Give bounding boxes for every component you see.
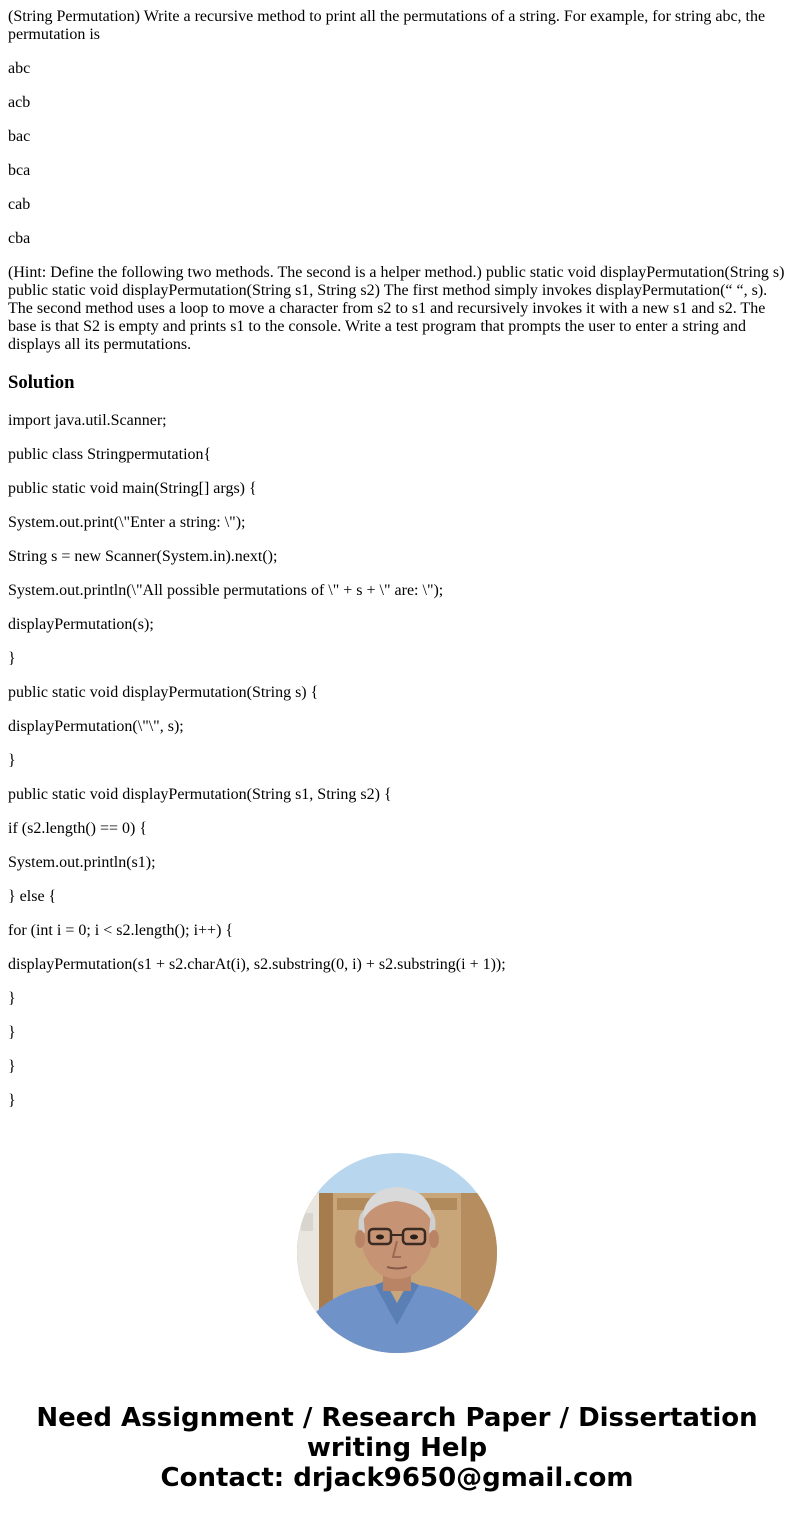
question-intro: (String Permutation) Write a recursive method to print all the permutations of a string. For example, for string abc, the permutation is	[8, 8, 766, 43]
code-line: import java.util.Scanner;	[8, 412, 167, 429]
code-line: System.out.println(s1);	[8, 854, 156, 871]
code-line: displayPermutation(s);	[8, 616, 154, 633]
code-line: System.out.print(\"Enter a string: \");	[8, 514, 246, 531]
permutation-line: acb	[8, 94, 31, 111]
code-line: } else {	[8, 888, 57, 905]
permutation-line: cba	[8, 230, 31, 247]
code-line: public static void displayPermutation(String s1, String s2) {	[8, 786, 392, 803]
code-line: System.out.println(\"All possible permutations of \" + s + \" are: \");	[8, 582, 444, 599]
code-line: if (s2.length() == 0) {	[8, 820, 148, 837]
document-body	[8, 8, 786, 1126]
avatar-portrait	[297, 1153, 497, 1353]
promo-banner	[0, 1403, 794, 1493]
solution-heading: Solution	[8, 372, 75, 393]
promo-line: writing Help	[306, 1433, 488, 1463]
code-line: public static void displayPermutation(String s) {	[8, 684, 319, 701]
code-line: displayPermutation(\"\", s);	[8, 718, 184, 735]
permutation-line: bca	[8, 162, 31, 179]
permutation-line: bac	[8, 128, 31, 145]
question-hint: (Hint: Define the following two methods. The second is a helper method.) public static void displayPermutation(String s) public static void displayPermutation(String s1, String s2) The first method simply invokes displayPermutation(“ “, s). The second method uses a loop to move a character from s2 to s1 and recursively invokes it with a new s1 and s2. The base is that S2 is empty and prints s1 to the console. Write a test program that prompts the user to enter a string and displays all its permutations.	[8, 264, 785, 353]
promo-contact: Contact: drjack9650@gmail.com	[160, 1463, 634, 1493]
code-line: public class Stringpermutation{	[8, 446, 212, 463]
code-line: }	[8, 1024, 16, 1041]
code-line: }	[8, 1058, 16, 1075]
code-line: String s = new Scanner(System.in).next();	[8, 548, 278, 565]
code-line: }	[8, 752, 16, 769]
permutation-line: abc	[8, 60, 31, 77]
code-line: }	[8, 1092, 16, 1109]
solution-code	[8, 412, 786, 1110]
code-line: }	[8, 650, 16, 667]
code-line: public static void main(String[] args) {	[8, 480, 257, 497]
permutation-line: cab	[8, 196, 31, 213]
code-line: displayPermutation(s1 + s2.charAt(i), s2.substring(0, i) + s2.substring(i + 1));	[8, 956, 506, 973]
avatar	[297, 1153, 497, 1353]
code-line: for (int i = 0; i < s2.length(); i++) {	[8, 922, 234, 939]
promo-line: Need Assignment / Research Paper / Dissertation	[36, 1403, 758, 1433]
code-line: }	[8, 990, 16, 1007]
